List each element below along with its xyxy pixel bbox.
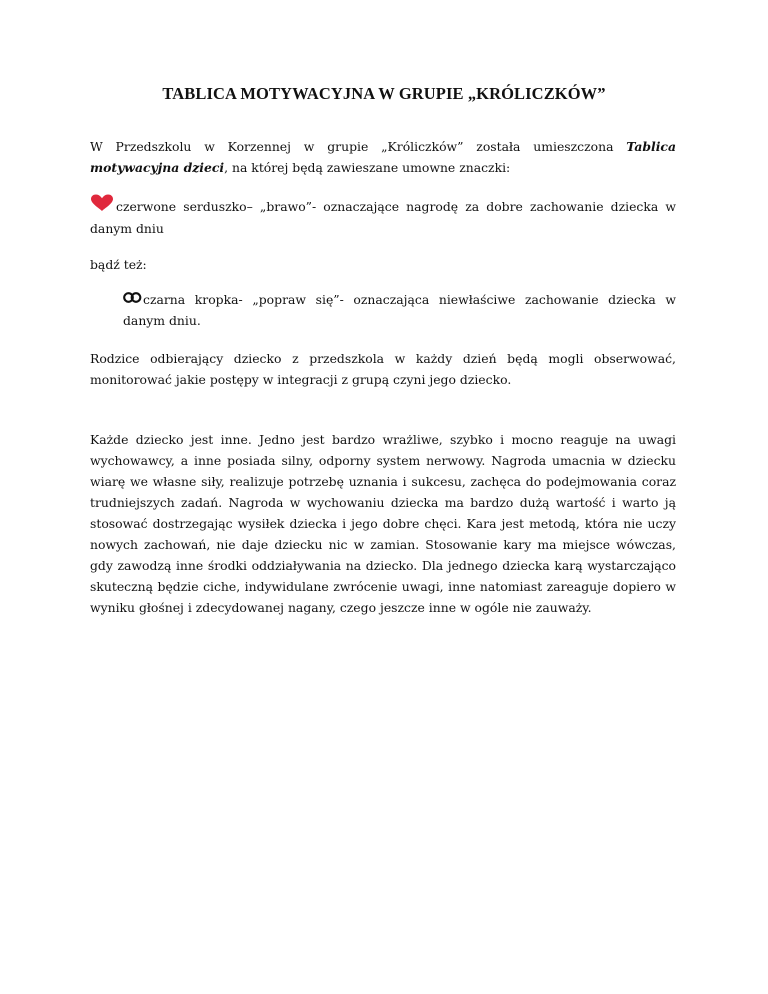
document-title: TABLICA MOTYWACYJNA W GRUPIE „KRÓLICZKÓW” <box>162 84 606 103</box>
intro-text-start: W Przedszkolu w Korzennej w grupie „Króliczków” została umieszczona <box>90 139 627 154</box>
dot-symbol-paragraph <box>123 289 676 331</box>
or-label: bądź też: <box>90 257 147 272</box>
parents-paragraph: Rodzice odbierający dziecko z przedszkola w każdy dzień będą mogli obserwować, monitorować jakie postępy w integracji z grupą czyni jego dziecko. <box>90 351 676 387</box>
heart-icon <box>90 194 114 218</box>
intro-paragraph <box>90 136 676 178</box>
black-dots-icon <box>123 289 142 310</box>
heart-symbol-text: czerwone serduszko– „brawo”- oznaczające nagrodę za dobre zachowanie dziecka w danym dniu <box>90 199 676 236</box>
intro-text-end: , na której będą zawieszane umowne znaczki: <box>224 160 511 175</box>
each-child-paragraph: Każde dziecko jest inne. Jedno jest bardzo wrażliwe, szybko i mocno reaguje na uwagi wychowawcy, a inne posiada silny, odporny system nerwowy. Nagroda umacnia w dziecku wiarę we własne siły, realizuje potrzebę uznania i sukcesu, zachęca do podejmowania coraz trudniejszych zadań. Nagroda w wychowaniu dziecka ma bardzo dużą wartość i warto ją stosować dostrzegając wysiłek dziecka i jego dobre chęci. Kara jest metodą, która nie uczy nowych zachowań, nie daje dziecku nic w zamian. Stosowanie kary ma miejsce wówczas, gdy zawodzą inne środki oddziaływania na dziecko. Dla jednego dziecka karą wystarczająco skuteczną będzie ciche, indywidulane zwrócenie uwagi, inne natomiast zareaguje dopiero w wyniku głośnej i zdecydowanej nagany, czego jeszcze inne w ogóle nie zauważy. <box>90 432 676 615</box>
heart-symbol-paragraph <box>90 194 676 239</box>
dot-symbol-text: czarna kropka- „popraw się”- oznaczająca niewłaściwe zachowanie dziecka w danym dniu. <box>123 292 676 328</box>
intro-emphasis: Tablica motywacyjna dzieci <box>90 139 676 175</box>
